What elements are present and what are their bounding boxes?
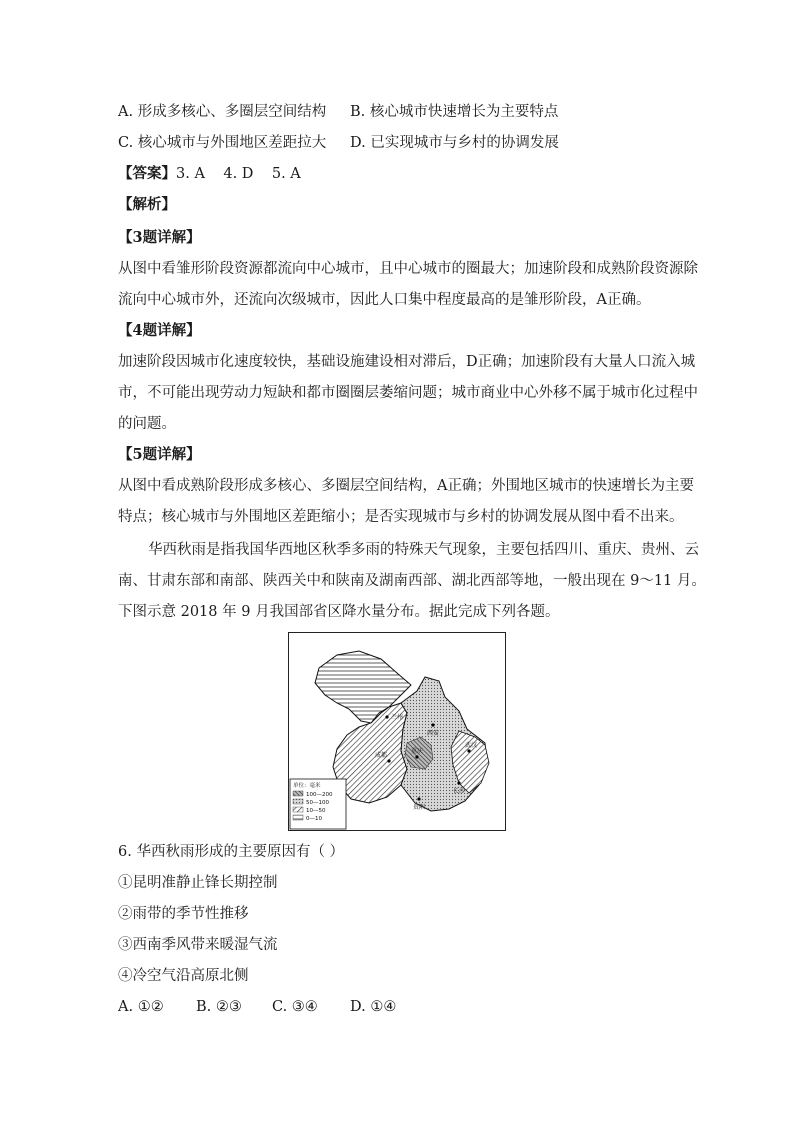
legend-item: 10—50 (306, 808, 326, 814)
passage-line-2: 南、甘肃东部和南部、陕西关中和陕南及湖南西部、湖北西部等地，一般出现在 9～11 月。 (118, 573, 706, 589)
city-label: 长沙 (453, 788, 466, 795)
option-a: A. 形成多核心、多圈层空间结构 (118, 104, 327, 120)
legend-item: 0—10 (306, 816, 322, 822)
q3-heading: 【3题详解】 (118, 229, 201, 246)
map-legend (290, 779, 346, 829)
q6-option-d: D. ①④ (350, 999, 397, 1015)
q3-line-1: 从图中看雏形阶段资源都流向中心城市，且中心城市的圈最大；加速阶段和成熟阶段资源除 (118, 261, 698, 277)
analysis-label: 【解析】 (118, 196, 176, 213)
q6-statement-1: ①昆明准静止锋长期控制 (118, 875, 278, 891)
q3-line-2: 流向中心城市外，还流向次级城市，因此人口集中程度最高的是雏形阶段，A正确。 (118, 292, 651, 308)
q6-statement-3: ③西南季风带来暖湿气流 (118, 937, 278, 953)
q6-option-a: A. ①② (118, 999, 164, 1015)
city-label: 武汉 (465, 742, 478, 749)
city-label: 西安 (427, 730, 440, 737)
q6-statement-2: ②雨带的季节性推移 (118, 906, 249, 922)
legend-item: 50—100 (306, 800, 329, 806)
q6-statement-4: ④冷空气沿高原北侧 (118, 968, 249, 984)
q5-line-2: 特点；核心城市与外围地区差距缩小；是否实现城市与乡村的协调发展从图中看不出来。 (118, 509, 684, 525)
q5-heading: 【5题详解】 (118, 446, 201, 463)
q4-line-2: 市，不可能出现劳动力短缺和都市圈圈层萎缩问题；城市商业中心外移不属于城市化过程中 (118, 385, 698, 401)
q5-line-1: 从图中看成熟阶段形成多核心、多圈层空间结构，A正确；外围地区城市的快速增长为主要 (118, 478, 694, 494)
city-label: 贵阳 (413, 804, 426, 811)
q6-option-b: B. ②③ (196, 999, 242, 1015)
answer-line (118, 164, 301, 184)
legend-item: 100—200 (306, 792, 333, 798)
q6-option-c: C. ③④ (272, 999, 318, 1015)
precipitation-map-svg (289, 633, 505, 830)
passage-line-1: 华西秋雨是指我国华西地区秋季多雨的特殊天气现象，主要包括四川、重庆、贵州、云 (148, 542, 699, 558)
q4-line-3: 的问题。 (118, 416, 176, 432)
option-b: B. 核心城市快速增长为主要特点 (350, 104, 559, 120)
option-d: D. 已实现城市与乡村的协调发展 (350, 135, 559, 151)
q6-stem: 6. 华西秋雨形成的主要原因有（ ） (118, 844, 345, 860)
legend-unit: 单位：毫米 (293, 783, 321, 789)
city-label: 成都 (375, 752, 388, 759)
passage-line-3: 下图示意 2018 年 9 月我国部省区降水量分布。据此完成下列各题。 (118, 604, 560, 620)
city-label: 重庆 (411, 748, 424, 755)
q4-heading: 【4题详解】 (118, 322, 201, 339)
q4-line-1: 加速阶段因城市化速度较快，基础设施建设相对滞后，D正确；加速阶段有大量人口流入城 (118, 354, 696, 370)
answer-text: 3. A 4. D 5. A (176, 166, 301, 182)
answer-label: 【答案】 (118, 165, 176, 182)
city-label: 兰州 (391, 714, 404, 721)
precipitation-map (288, 632, 506, 831)
option-c: C. 核心城市与外围地区差距拉大 (118, 135, 327, 151)
